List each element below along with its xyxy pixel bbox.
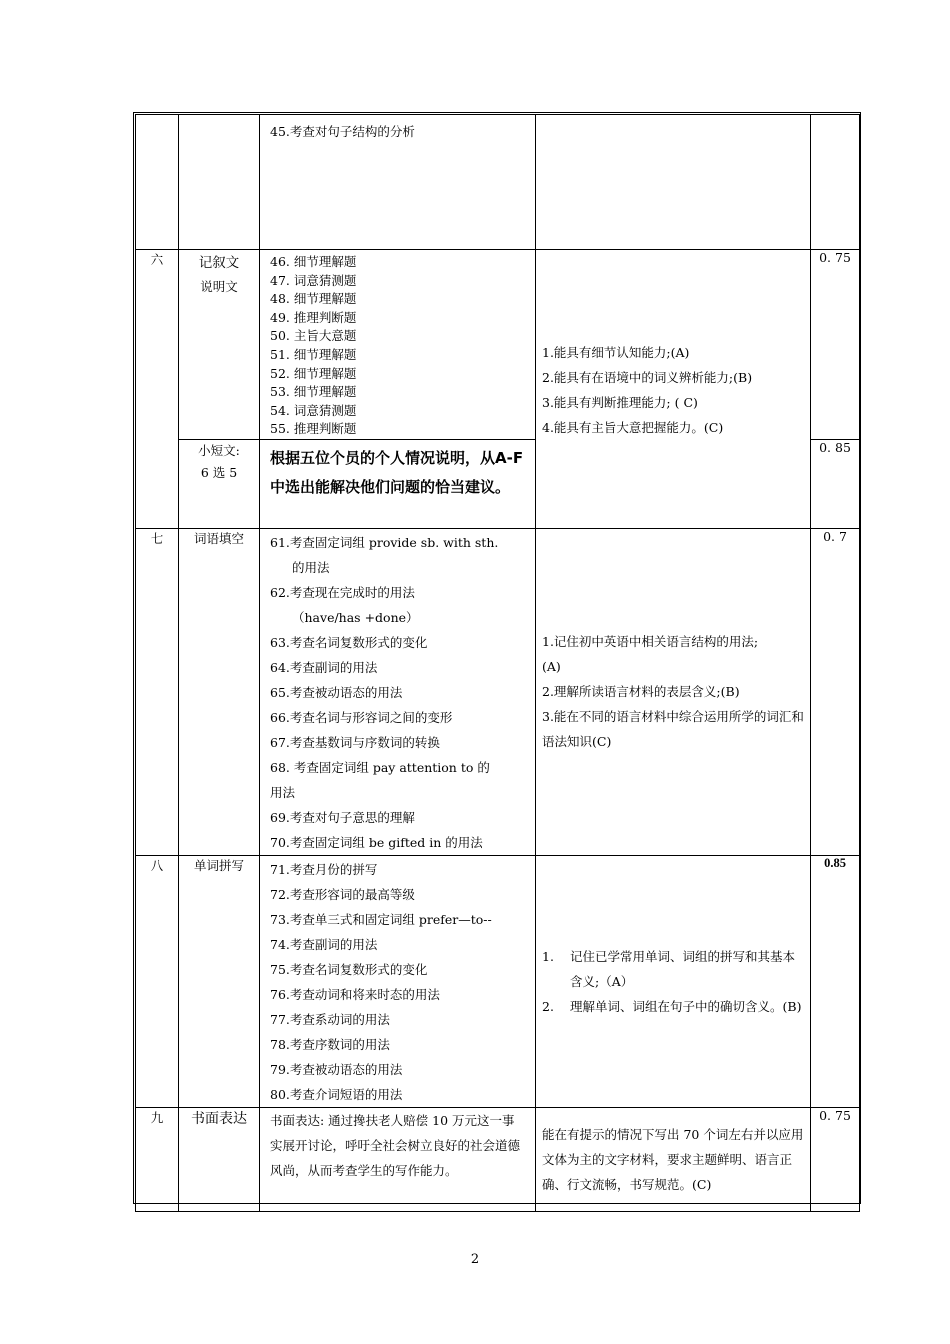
list-item: 62.考查现在完成时的用法 — [270, 584, 415, 600]
items-cell — [260, 528, 536, 855]
list-item: （have/has +done） — [292, 609, 419, 625]
table-row — [136, 250, 860, 440]
list-item: 80.考查介词短语的用法 — [270, 1086, 403, 1102]
ability-text: 2.能具有在语境中的词义辨析能力;(B) — [542, 370, 753, 385]
ability-cell — [536, 1107, 811, 1211]
ability-cell — [536, 528, 811, 855]
list-item: 53. 细节理解题 — [270, 384, 357, 400]
section-label: 九 — [136, 1107, 179, 1211]
list-item: 52. 细节理解题 — [270, 365, 357, 381]
list-item: 61.考查固定词组 provide sb. with sth. — [270, 534, 499, 550]
list-item: 67.考查基数词与序数词的转换 — [270, 734, 440, 750]
section-label: 八 — [136, 855, 179, 1107]
ability-number: 1. — [542, 948, 554, 964]
list-item: 用法 — [270, 784, 296, 800]
category-cell — [179, 250, 260, 440]
list-item: 的用法 — [292, 559, 330, 575]
list-item: 73.考查单三式和固定词组 prefer—to-- — [270, 911, 492, 927]
list-item: 74.考查副词的用法 — [270, 936, 378, 952]
ability-cell — [536, 855, 811, 1107]
list-item: 65.考查被动语态的用法 — [270, 684, 403, 700]
score-label: 0.85 — [811, 855, 860, 1107]
items-cell — [260, 1107, 536, 1211]
list-item: 48. 细节理解题 — [270, 291, 357, 307]
ability-text: 4.能具有主旨大意把握能力。(C) — [542, 420, 724, 435]
score-label: 0. 75 — [811, 250, 860, 440]
list-item: 78.考查序数词的用法 — [270, 1036, 390, 1052]
score-label: 0. 85 — [811, 439, 860, 528]
category-cell — [179, 115, 260, 250]
list-item: 76.考查动词和将来时态的用法 — [270, 986, 440, 1002]
list-item: 72.考查形容词的最高等级 — [270, 886, 415, 902]
list-item: 79.考查被动语态的用法 — [270, 1061, 403, 1077]
items-cell — [260, 115, 536, 250]
table-row — [136, 1107, 860, 1211]
ability-cell — [536, 250, 811, 529]
exam-analysis-table — [135, 114, 860, 1212]
ability-text: 能在有提示的情况下写出 70 个词左右并以应用文体为主的文字材料，要求主题鲜明、语言正确、行文流畅，书写规范。(C) — [542, 1126, 804, 1192]
list-item: 47. 词意猜测题 — [270, 272, 357, 288]
list-item: 69.考查对句子意思的理解 — [270, 809, 415, 825]
score-cell — [811, 115, 860, 250]
list-item: 71.考查月份的拼写 — [270, 861, 378, 877]
score-label: 0. 75 — [811, 1107, 860, 1211]
list-item: 64.考查副词的用法 — [270, 659, 378, 675]
table-row — [136, 855, 860, 1107]
list-item: 77.考查系动词的用法 — [270, 1011, 390, 1027]
table-row — [136, 528, 860, 855]
ability-text: (A) — [542, 659, 561, 675]
items-cell — [260, 439, 536, 528]
ability-number: 2. — [542, 998, 554, 1014]
category-label: 记叙文 — [198, 255, 240, 271]
category-cell — [179, 439, 260, 528]
category-label: 单词拼写 — [179, 855, 260, 1107]
list-item: 49. 推理判断题 — [270, 309, 357, 325]
ability-text: 1.能具有细节认知能力;(A) — [542, 345, 690, 360]
list-item: 54. 词意猜测题 — [270, 402, 357, 418]
items-cell — [260, 855, 536, 1107]
category-label: 6 选 5 — [200, 464, 238, 480]
items-cell — [260, 250, 536, 440]
list-item: 68. 考查固定词组 pay attention to 的 — [270, 759, 490, 775]
ability-text: 记住已学常用单词、词组的拼写和其基本含义;（A） — [570, 948, 796, 989]
section-label: 六 — [136, 250, 179, 529]
list-item: 70.考查固定词组 be gifted in 的用法 — [270, 834, 483, 850]
list-item: 51. 细节理解题 — [270, 346, 357, 362]
list-item: 50. 主旨大意题 — [270, 328, 357, 344]
item-text: 45.考查对句子结构的分析 — [270, 124, 415, 139]
ability-cell — [536, 115, 811, 250]
section-cell — [136, 115, 179, 250]
ability-text: 1.记住初中英语中相关语言结构的用法; — [542, 634, 759, 650]
category-label: 词语填空 — [179, 528, 260, 855]
list-item: 75.考查名词复数形式的变化 — [270, 961, 428, 977]
ability-row — [542, 994, 804, 1019]
ability-text: 3.能在不同的语言材料中综合运用所学的词汇和语法知识(C) — [542, 709, 804, 750]
table-row — [136, 115, 860, 250]
category-label: 说明文 — [200, 279, 238, 294]
list-item: 66.考查名词与形容词之间的变形 — [270, 709, 453, 725]
page-number: 2 — [470, 1252, 480, 1267]
list-item: 46. 细节理解题 — [270, 254, 357, 269]
category-label: 书面表达 — [179, 1107, 260, 1211]
section-label: 七 — [136, 528, 179, 855]
category-label: 小短文: — [198, 442, 240, 458]
list-item: 63.考查名词复数形式的变化 — [270, 634, 428, 650]
writing-task-description: 书面表达: 通过搀扶老人赔偿 10 万元这一事实展开讨论，呼吁全社会树立良好的社会道德风尚，从而考查学生的写作能力。 — [270, 1112, 521, 1178]
ability-text: 理解单词、词组在句子中的确切含义。(B) — [570, 998, 802, 1014]
ability-text: 3.能具有判断推理能力; ( C) — [542, 395, 698, 410]
ability-text: 2.理解所读语言材料的表层含义;(B) — [542, 684, 740, 700]
list-item: 55. 推理判断题 — [270, 421, 357, 437]
score-label: 0. 7 — [811, 528, 860, 855]
short-passage-description: 根据五位个员的个人情况说明，从A-F 中选出能解决他们问题的恰当建议。 — [270, 448, 524, 496]
ability-row — [542, 944, 804, 994]
